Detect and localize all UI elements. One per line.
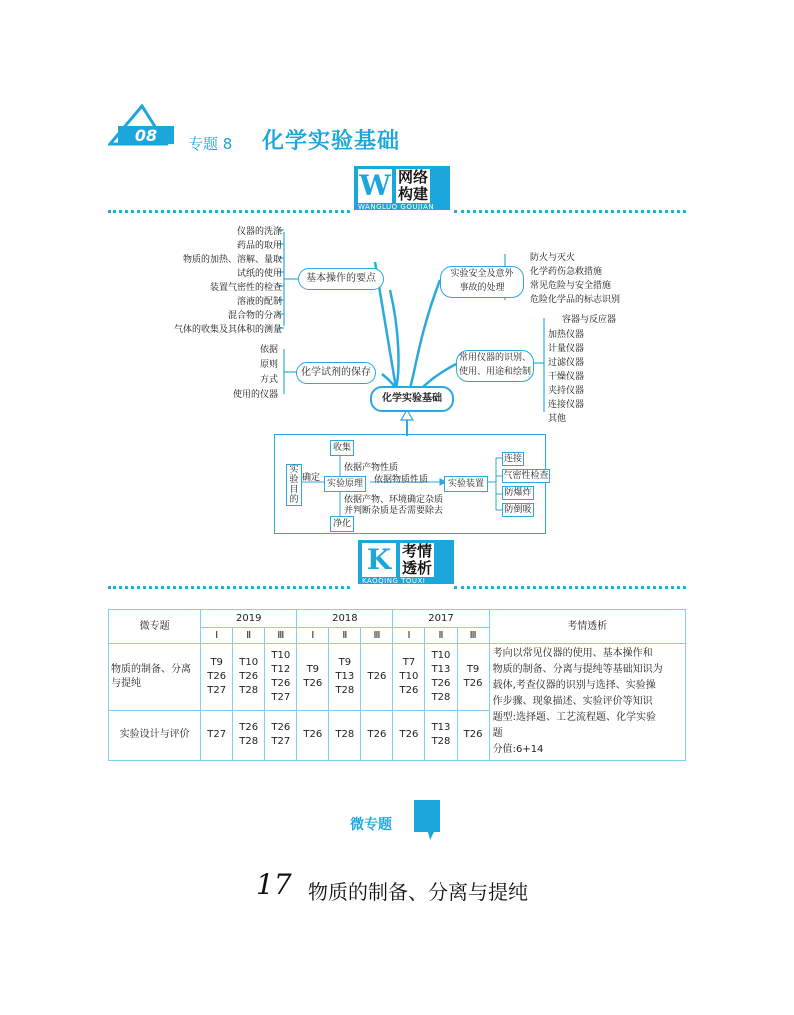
cell-question: T27 bbox=[207, 684, 227, 696]
analysis-line: 物质的制备、分离与提纯等基础知识为 bbox=[492, 664, 663, 675]
cell-question: T28 bbox=[239, 684, 259, 696]
purpose-char: 验 bbox=[289, 475, 299, 485]
instruments-item: 夹持仪器 bbox=[548, 386, 585, 396]
table-cell bbox=[457, 710, 489, 760]
micro-topic-label: 微专题 bbox=[350, 817, 392, 833]
safety-item: 化学药伤急救措施 bbox=[530, 267, 603, 277]
header-year: 2019 bbox=[201, 610, 297, 628]
cell-question: T27 bbox=[271, 736, 291, 748]
section-title-line2: 构建 bbox=[398, 185, 429, 203]
analysis-line: 分值:6+14 bbox=[492, 744, 544, 755]
basic-ops-item: 气体的收集及其体积的测量 bbox=[173, 325, 282, 335]
purpose-char: 实 bbox=[289, 465, 299, 475]
table-cell bbox=[393, 644, 425, 711]
header-roman: Ⅰ bbox=[393, 628, 425, 644]
instruments-item: 加热仪器 bbox=[548, 330, 585, 340]
cell-question: T26 bbox=[271, 677, 291, 689]
storage-item: 原则 bbox=[259, 360, 278, 370]
section-banner-analysis bbox=[358, 540, 454, 584]
table-cell bbox=[329, 710, 361, 760]
cell-question: T13 bbox=[335, 670, 355, 682]
design-purpose bbox=[286, 464, 302, 506]
cell-question: T26 bbox=[367, 729, 387, 741]
purpose-char: 的 bbox=[289, 495, 299, 505]
cell-question: T26 bbox=[463, 677, 483, 689]
cell-question: T26 bbox=[367, 670, 387, 682]
analysis-line: 作步骤、现象描述、实验评价等知识 bbox=[492, 696, 653, 707]
basic-ops-item: 装置气密性的检查 bbox=[209, 283, 282, 293]
cell-question: T28 bbox=[335, 684, 355, 696]
table-cell bbox=[297, 710, 329, 760]
analysis-line: 题 bbox=[492, 728, 503, 739]
cell-question: T7 bbox=[402, 656, 416, 668]
cell-question: T28 bbox=[239, 736, 259, 748]
row-topic-line: 与提纯 bbox=[111, 677, 141, 689]
row-topic bbox=[109, 644, 201, 711]
node-basic-ops: 基本操作的要点 bbox=[298, 268, 384, 290]
header-roman: Ⅱ bbox=[233, 628, 265, 644]
chapter-badge bbox=[108, 104, 180, 148]
header-roman: Ⅰ bbox=[297, 628, 329, 644]
section-banner-network bbox=[354, 166, 450, 210]
micro-topic-number: 17 bbox=[256, 868, 292, 901]
design-principle: 实验原理 bbox=[324, 476, 366, 492]
table-cell bbox=[457, 644, 489, 711]
chapter-label: 专题 8 bbox=[188, 135, 233, 153]
cell-question: T26 bbox=[399, 684, 419, 696]
safety-item: 常见危险与安全措施 bbox=[530, 281, 612, 291]
safety-item: 危险化学品的标志识别 bbox=[530, 295, 621, 305]
header-roman: Ⅰ bbox=[201, 628, 233, 644]
node-storage: 化学试剂的保存 bbox=[296, 362, 376, 384]
micro-topic-title: 物质的制备、分离与提纯 bbox=[308, 880, 528, 904]
cell-question: T10 bbox=[239, 656, 259, 668]
storage-item: 方式 bbox=[259, 375, 278, 385]
cell-question: T28 bbox=[335, 729, 355, 741]
purpose-char: 目 bbox=[289, 485, 299, 495]
table-cell bbox=[425, 710, 457, 760]
chapter-title: 化学实验基础 bbox=[262, 129, 401, 154]
node-safety-line2: 事故的处理 bbox=[459, 283, 505, 293]
cell-question: T26 bbox=[207, 670, 227, 682]
instruments-item: 过滤仪器 bbox=[548, 358, 585, 368]
table-cell bbox=[425, 644, 457, 711]
node-instruments-line2: 使用、用途和绘制 bbox=[458, 367, 531, 377]
table-cell bbox=[201, 710, 233, 760]
cell-question: T27 bbox=[271, 691, 291, 703]
apparatus-item: 连接 bbox=[503, 454, 522, 464]
cell-question: T13 bbox=[431, 663, 451, 675]
chapter-number: 08 bbox=[134, 126, 158, 145]
header-roman: Ⅲ bbox=[265, 628, 297, 644]
table-cell bbox=[361, 710, 393, 760]
section-title-line1: 网络 bbox=[398, 168, 429, 186]
table-cell bbox=[265, 644, 297, 711]
safety-item: 防火与灭火 bbox=[530, 253, 576, 263]
cell-question: T13 bbox=[431, 722, 451, 734]
cell-question: T9 bbox=[466, 663, 480, 675]
instruments-item: 连接仪器 bbox=[548, 400, 585, 410]
cell-question: T27 bbox=[207, 729, 227, 741]
header-topic: 微专题 bbox=[109, 610, 201, 644]
design-determine: 确定 bbox=[302, 473, 321, 483]
instruments-item: 计量仪器 bbox=[548, 344, 585, 354]
basic-ops-item: 药品的取用 bbox=[236, 241, 282, 251]
design-collect: 收集 bbox=[330, 440, 354, 456]
section-subtitle: WANGLUO GOUJIAN bbox=[358, 203, 435, 211]
design-apparatus: 实验装置 bbox=[444, 476, 488, 492]
cell-question: T26 bbox=[303, 729, 323, 741]
cell-question: T28 bbox=[431, 736, 451, 748]
table-cell bbox=[233, 710, 265, 760]
design-purify: 净化 bbox=[330, 516, 354, 532]
cell-question: T26 bbox=[463, 729, 483, 741]
table-cell bbox=[233, 644, 265, 711]
cell-question: T28 bbox=[431, 691, 451, 703]
row-topic-line: 物质的制备、分离 bbox=[111, 663, 191, 675]
node-instruments-line1: 常用仪器的识别、 bbox=[458, 353, 531, 363]
cell-question: T12 bbox=[271, 663, 291, 675]
section-letter-w: W bbox=[359, 169, 391, 202]
design-by-substance: 依据物质性质 bbox=[374, 475, 429, 485]
storage-item: 使用的仪器 bbox=[232, 390, 278, 400]
instruments-item: 其他 bbox=[548, 414, 567, 424]
table-cell bbox=[329, 644, 361, 711]
dotted-divider-left bbox=[108, 210, 350, 213]
header-analysis: 考情透析 bbox=[489, 610, 685, 644]
basic-ops-item: 仪器的洗涤 bbox=[236, 227, 282, 237]
node-safety-line1: 实验安全及意外 bbox=[450, 269, 514, 279]
dotted-divider-right bbox=[454, 586, 686, 589]
node-center: 化学实验基础 bbox=[370, 386, 454, 412]
analysis-table bbox=[108, 609, 686, 761]
table-row bbox=[109, 644, 686, 711]
analysis-text bbox=[489, 644, 685, 761]
analysis-line: 题型:选择题、工艺流程题、化学实验 bbox=[492, 712, 656, 723]
header-roman: Ⅲ bbox=[457, 628, 489, 644]
cell-question: T26 bbox=[399, 729, 419, 741]
apparatus-item: 防爆炸 bbox=[502, 486, 534, 500]
cell-question: T9 bbox=[338, 656, 352, 668]
cell-question: T26 bbox=[239, 722, 259, 734]
analysis-line: 考向以常见仪器的使用、基本操作和 bbox=[492, 648, 653, 659]
table-cell bbox=[393, 710, 425, 760]
table-cell bbox=[265, 710, 297, 760]
cell-question: T26 bbox=[271, 722, 291, 734]
cell-question: T10 bbox=[431, 649, 451, 661]
cell-question: T10 bbox=[271, 649, 291, 661]
dotted-divider-right bbox=[454, 210, 686, 213]
cell-question: T26 bbox=[431, 677, 451, 689]
storage-item: 依据 bbox=[259, 345, 278, 355]
header-year: 2018 bbox=[297, 610, 393, 628]
apparatus-item: 气密性检查 bbox=[503, 471, 549, 481]
table-cell bbox=[201, 644, 233, 711]
cell-question: T10 bbox=[399, 670, 419, 682]
row-topic: 实验设计与评价 bbox=[109, 710, 201, 760]
basic-ops-item: 试纸的使用 bbox=[236, 269, 282, 279]
header-roman: Ⅱ bbox=[425, 628, 457, 644]
node-instruments bbox=[456, 350, 534, 382]
speech-flag-icon bbox=[414, 800, 440, 836]
cell-question: T9 bbox=[306, 663, 320, 675]
design-by-impurity-1: 依据产物、环境确定杂质 bbox=[344, 495, 444, 505]
design-by-product: 依据产物性质 bbox=[344, 463, 399, 473]
table-cell bbox=[297, 644, 329, 711]
instruments-item: 干燥仪器 bbox=[548, 372, 585, 382]
header-roman: Ⅲ bbox=[361, 628, 393, 644]
cell-question: T26 bbox=[239, 670, 259, 682]
basic-ops-item: 溶液的配制 bbox=[236, 297, 282, 307]
basic-ops-item: 混合物的分离 bbox=[227, 311, 282, 321]
analysis-line: 载体,考查仪器的识别与选择、实验操 bbox=[492, 680, 656, 691]
node-safety bbox=[440, 266, 524, 298]
dotted-divider-left bbox=[108, 586, 350, 589]
cell-question: T9 bbox=[210, 656, 223, 668]
apparatus-item: 防倒吸 bbox=[502, 503, 534, 517]
header-roman: Ⅱ bbox=[329, 628, 361, 644]
cell-question: T26 bbox=[303, 677, 323, 689]
header-year: 2017 bbox=[393, 610, 489, 628]
instruments-item: 容器与反应器 bbox=[562, 315, 617, 325]
table-cell bbox=[361, 644, 393, 711]
section-title-line2: 透析 bbox=[402, 559, 433, 577]
basic-ops-item: 物质的加热、溶解、量取 bbox=[182, 255, 282, 265]
section-subtitle: KAOQING TOUXI bbox=[362, 577, 426, 585]
design-by-impurity-2: 并判断杂质是否需要除去 bbox=[344, 506, 444, 516]
section-letter-k: K bbox=[362, 543, 396, 577]
section-title-line1: 考情 bbox=[402, 542, 433, 560]
